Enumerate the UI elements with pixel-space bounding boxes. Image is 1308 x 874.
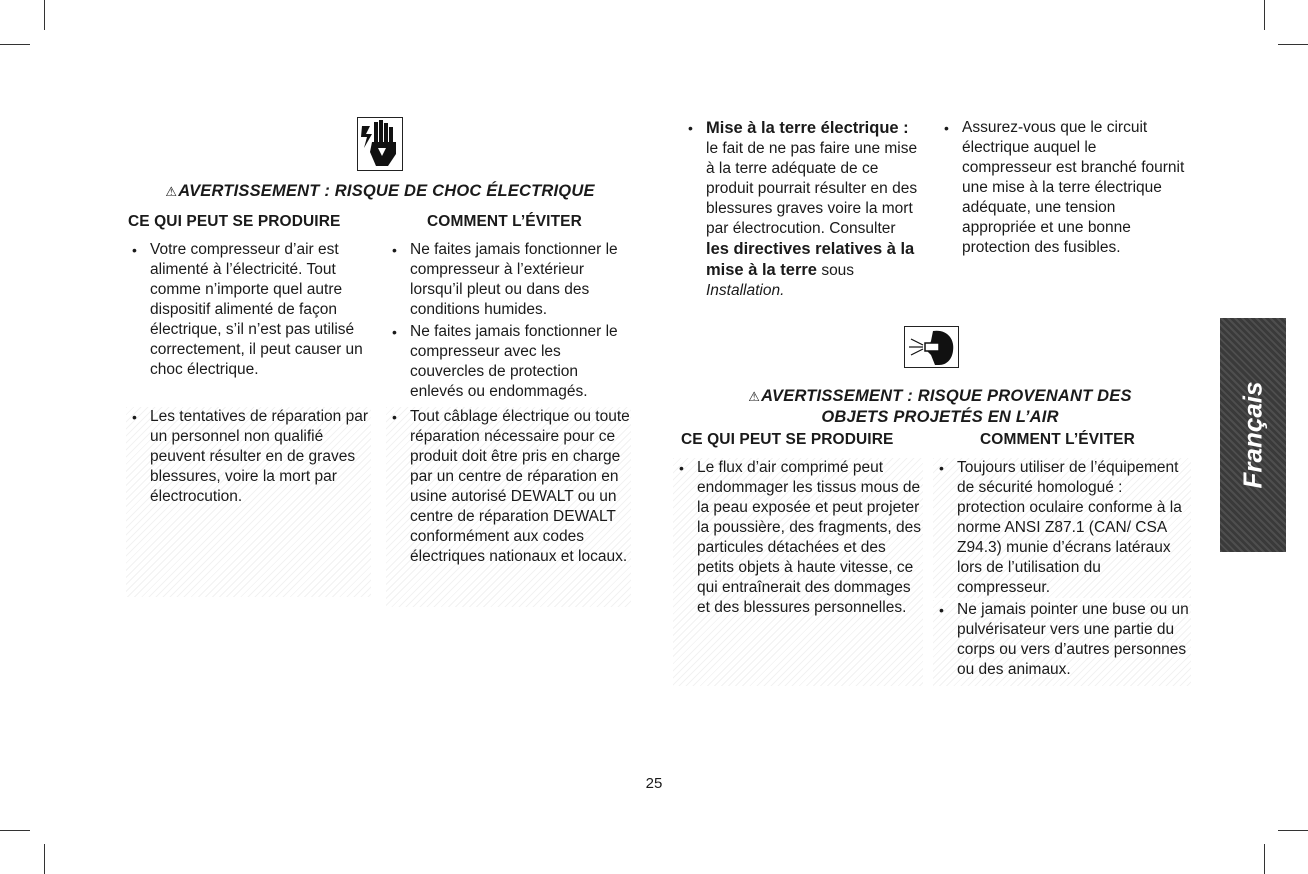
- language-tab: [1220, 318, 1286, 552]
- list-item: • Ne jamais pointer une buse ou un pulvérisateur vers une partie du corps ou vers d’autres personnes ou des animaux.: [933, 600, 1191, 686]
- warning-title-projectiles: ⚠AVERTISSEMENT : RISQUE PROVENANT DES OBJETS PROJETÉS EN L’AIR: [748, 387, 1132, 426]
- language-tab-label: Français: [1237, 381, 1268, 489]
- list-item: • Ne faites jamais fonctionner le compresseur avec les couvercles de protection enlevés ou endommagés.: [386, 322, 631, 402]
- list-item: • Le flux d’air comprimé peut endommager les tissus mous de la peau exposée et peut projeter la poussière, des fragments, des particules détachées et des petits objets à haute vitesse, ce qui entraînerait des dommages et des blessures personnelles.: [673, 458, 923, 686]
- list-item: • Ne faites jamais fonctionner le compresseur à l’extérieur lorsqu’il pleut ou dans des conditions humides.: [386, 240, 631, 320]
- safety-goggles-icon: [905, 327, 958, 367]
- what-can-happen-heading: CE QUI PEUT SE PRODUIRE: [128, 213, 341, 230]
- grounding-reference: les directives relatives à la mise à la terre: [706, 240, 915, 279]
- grounding-title: Mise à la terre électrique :: [706, 119, 909, 137]
- eye-protection-pictogram: [904, 326, 959, 368]
- list-item: • Les tentatives de réparation par un personnel non qualifié peuvent résulter en de graves blessures, voire la mort par électrocution.: [126, 407, 371, 597]
- electric-shock-pictogram: [357, 117, 403, 171]
- grounding-text: le fait de ne pas faire une mise à la terre adéquate de ce produit pourrait résulter en des blessures graves voire la mort par électrocution. Consulter: [706, 140, 918, 237]
- grounding-item: [682, 118, 922, 301]
- how-to-prevent-heading: COMMENT L’ÉVITER: [980, 431, 1135, 448]
- warning-triangle-icon: ⚠: [165, 184, 178, 199]
- grounding-ref-sous: sous: [821, 262, 855, 279]
- how-to-prevent-heading: COMMENT L’ÉVITER: [427, 213, 582, 230]
- list-item: • Toujours utiliser de l’équipement de sécurité homologué : protection oculaire conforme à la norme ANSI Z87.1 (CAN/ CSA Z94.3) munie d’écrans latéraux lors de l’utilisation du compresseur.: [933, 458, 1191, 598]
- circuit-item: • Assurez-vous que le circuit électrique auquel le compresseur est branché fournit une mise à la terre électrique adéquate, une tension appropriée et une bonne protection des fusibles.: [938, 118, 1186, 258]
- warning-triangle-icon: ⚠: [748, 389, 761, 404]
- list-item: • Votre compresseur d’air est alimenté à l’électricité. Tout comme n’importe quel autre dispositif alimenté de façon électrique, s’il n’est pas utilisé correctement, il peut causer un choc électrique.: [126, 240, 371, 380]
- hand-lightning-icon: [358, 118, 402, 170]
- grounding-ref-installation: Installation.: [706, 282, 785, 299]
- page-number: 25: [645, 775, 663, 792]
- list-item: • Tout câblage électrique ou toute réparation nécessaire pour ce produit doit être pris en charge par un centre de réparation en usine autorisé DEWALT ou un centre de réparation DEWALT conformément aux codes électriques nationaux et locaux.: [386, 407, 631, 607]
- what-can-happen-heading: CE QUI PEUT SE PRODUIRE: [681, 431, 894, 448]
- warning-title-electric: ⚠AVERTISSEMENT : RISQUE DE CHOC ÉLECTRIQUE: [165, 182, 595, 200]
